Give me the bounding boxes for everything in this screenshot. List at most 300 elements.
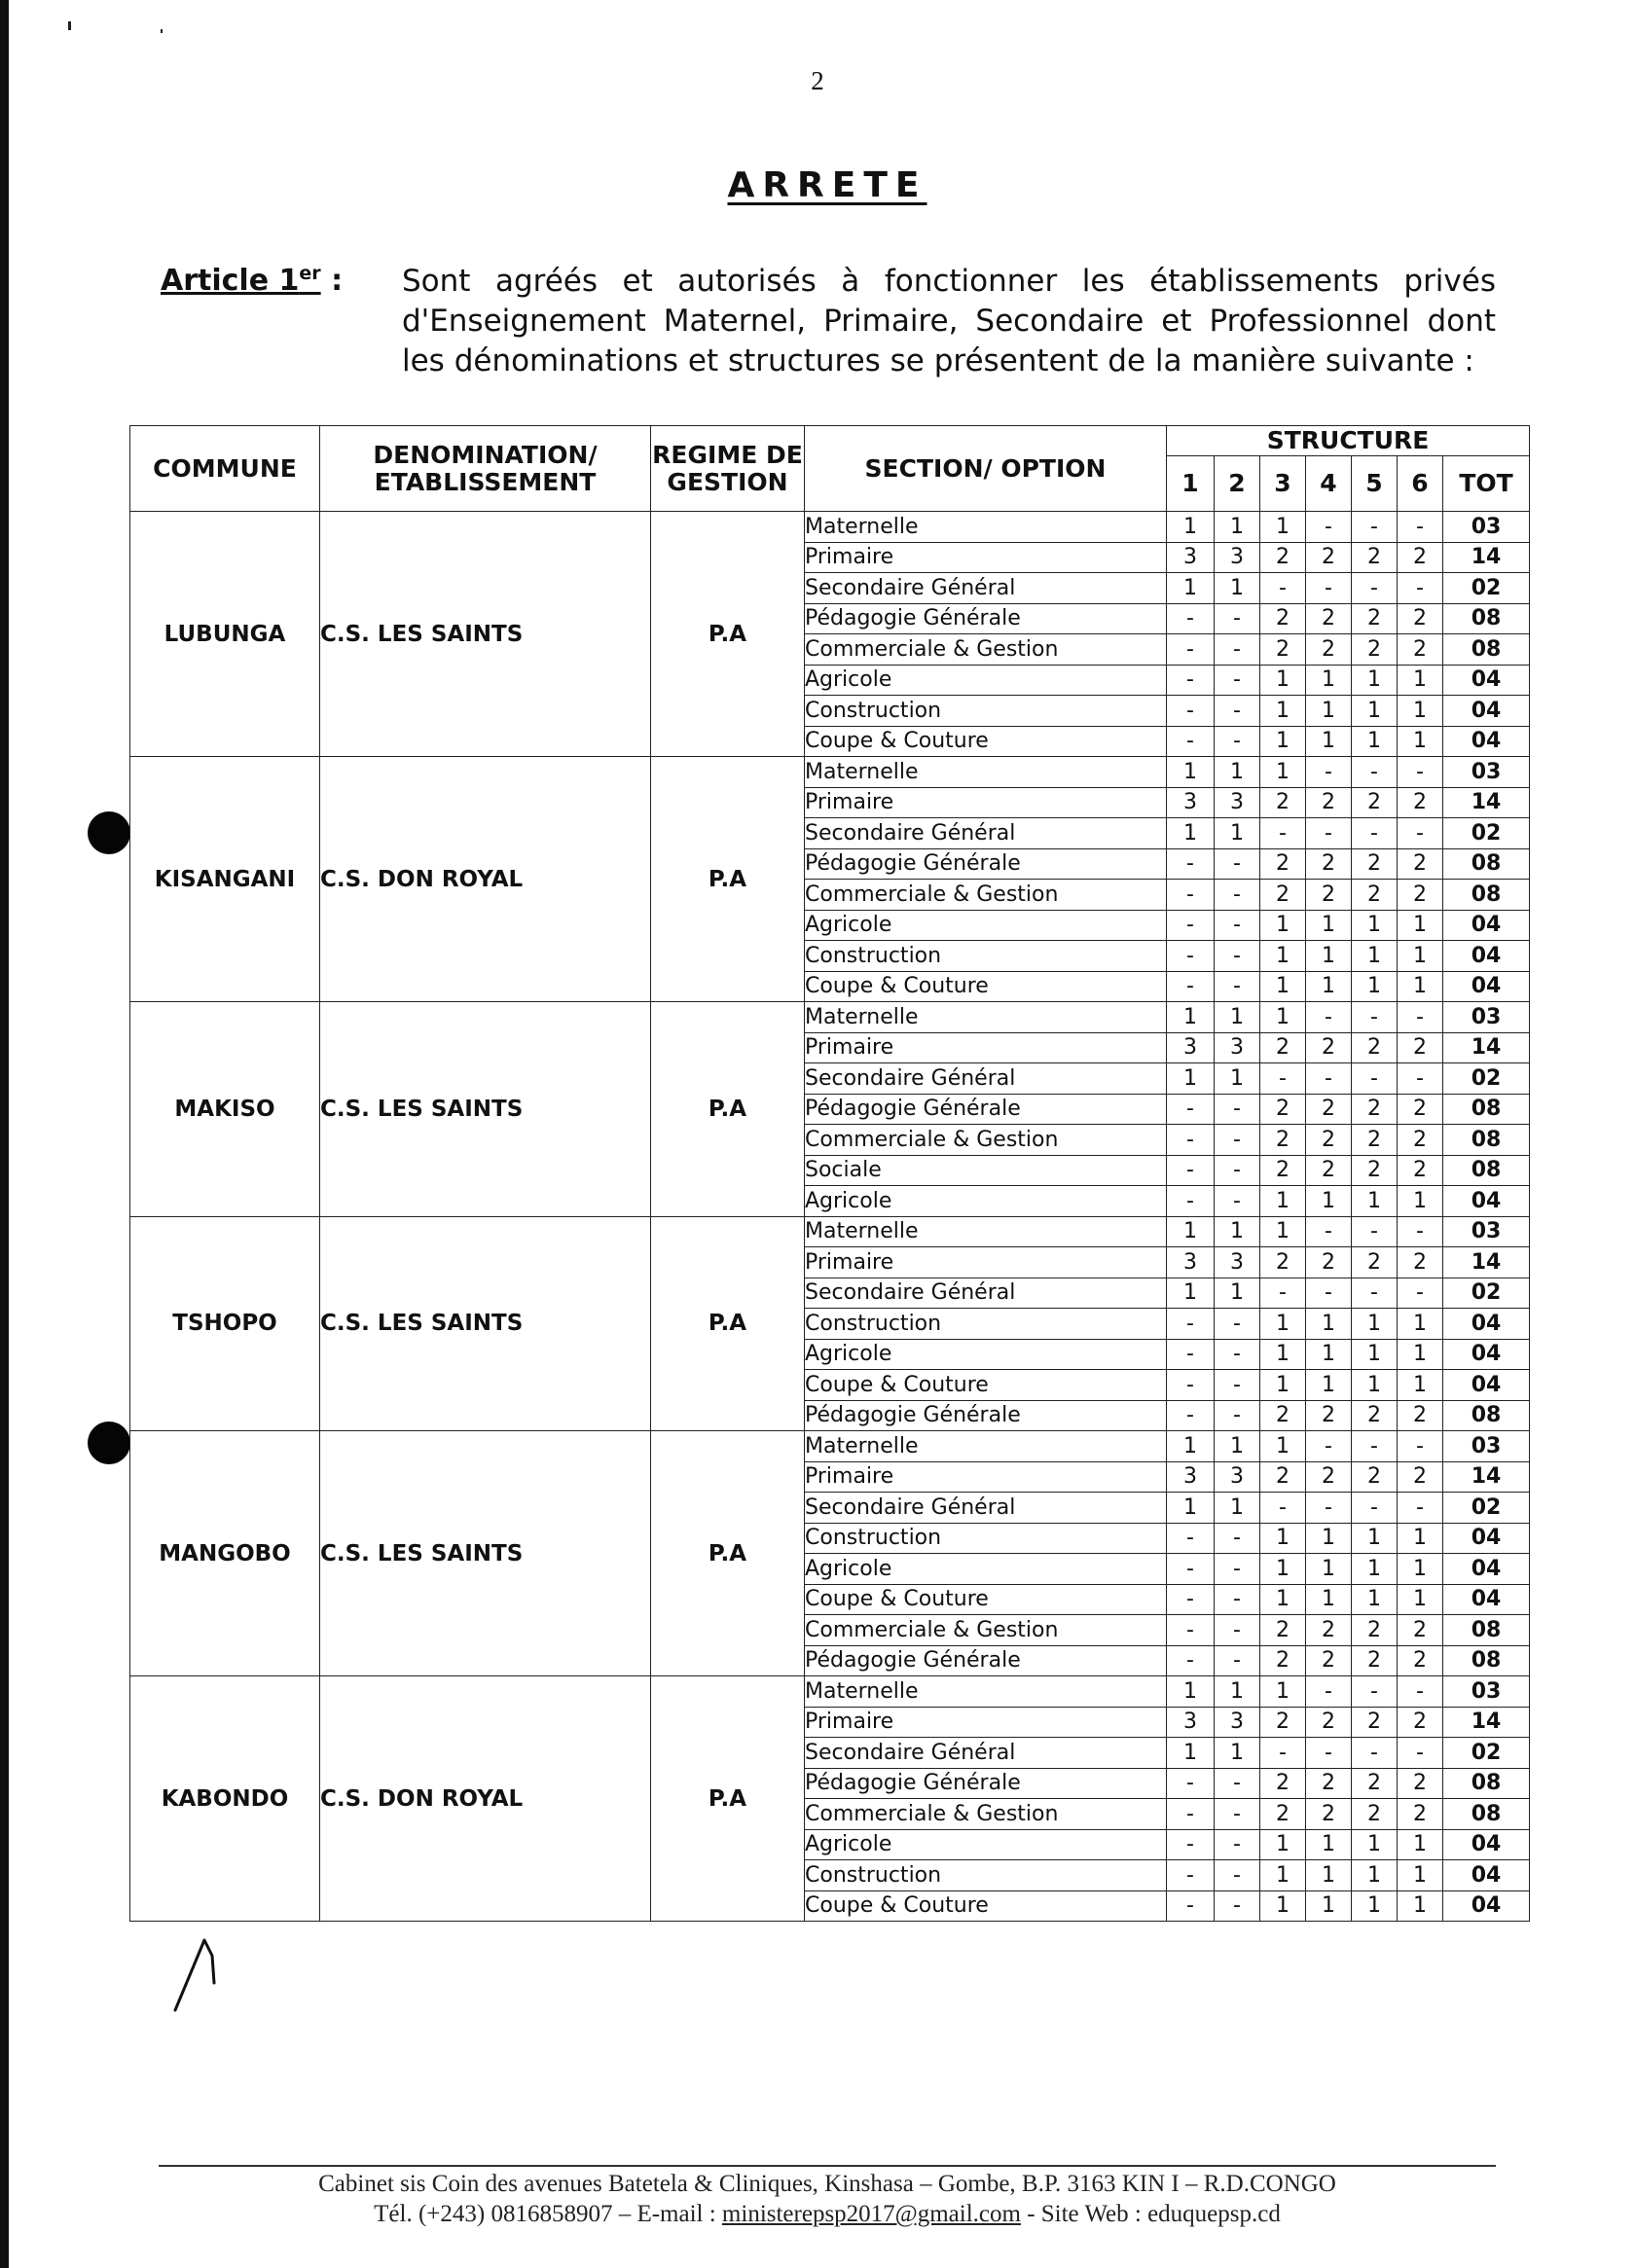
level-4-cell: 1 [1306,1829,1352,1860]
level-2-cell: 3 [1215,1707,1260,1738]
level-2-cell: - [1215,1186,1260,1217]
total-cell: 02 [1443,1278,1530,1309]
level-2-cell: - [1215,726,1260,757]
section-option-cell: Primaire [805,1032,1167,1063]
total-cell: 14 [1443,1461,1530,1493]
section-option-cell: Commerciale & Gestion [805,880,1167,911]
level-2-cell: 1 [1215,1063,1260,1095]
level-5-cell: - [1352,1278,1398,1309]
level-4-cell: 1 [1306,910,1352,941]
scan-speck [68,21,71,30]
header-level-2: 2 [1215,456,1260,512]
level-4-cell: 1 [1306,1370,1352,1401]
commune-cell: TSHOPO [130,1216,320,1431]
level-5-cell: 1 [1352,1186,1398,1217]
section-option-cell: Coupe & Couture [805,1370,1167,1401]
level-5-cell: 1 [1352,1584,1398,1615]
level-2-cell: - [1215,1094,1260,1125]
level-5-cell: 2 [1352,1615,1398,1646]
section-option-cell: Secondaire Général [805,1738,1167,1769]
level-4-cell: 2 [1306,1094,1352,1125]
level-3-cell: 1 [1260,512,1306,543]
total-cell: 04 [1443,1554,1530,1585]
section-option-cell: Coupe & Couture [805,971,1167,1002]
scan-speck [161,29,163,33]
level-6-cell: 1 [1398,971,1443,1002]
level-1-cell: - [1167,1339,1215,1370]
level-4-cell: 1 [1306,1339,1352,1370]
total-cell: 04 [1443,941,1530,972]
article-label-sup: er [299,263,321,284]
level-4-cell: 2 [1306,1707,1352,1738]
level-4-cell: - [1306,1063,1352,1095]
total-cell: 08 [1443,1155,1530,1186]
regime-cell: P.A [651,1431,805,1676]
level-6-cell: 2 [1398,1032,1443,1063]
level-6-cell: - [1398,512,1443,543]
section-option-cell: Maternelle [805,1002,1167,1033]
total-cell: 04 [1443,1890,1530,1922]
level-4-cell: 1 [1306,665,1352,696]
level-1-cell: - [1167,1768,1215,1799]
level-5-cell: 1 [1352,910,1398,941]
total-cell: 08 [1443,848,1530,880]
level-5-cell: 1 [1352,1523,1398,1554]
level-1-cell: 3 [1167,1461,1215,1493]
level-3-cell: 2 [1260,1615,1306,1646]
commune-cell: KABONDO [130,1676,320,1922]
level-5-cell: 1 [1352,696,1398,727]
level-5-cell: 1 [1352,1309,1398,1340]
level-4-cell: 2 [1306,1155,1352,1186]
total-cell: 04 [1443,726,1530,757]
total-cell: 08 [1443,1615,1530,1646]
level-3-cell: 2 [1260,848,1306,880]
level-5-cell: 1 [1352,726,1398,757]
level-1-cell: 3 [1167,542,1215,573]
regime-cell: P.A [651,512,805,757]
level-2-cell: 1 [1215,757,1260,788]
level-5-cell: - [1352,818,1398,849]
level-1-cell: - [1167,1125,1215,1156]
level-5-cell: - [1352,1063,1398,1095]
level-3-cell: 1 [1260,696,1306,727]
level-6-cell: 2 [1398,1155,1443,1186]
level-4-cell: 2 [1306,1400,1352,1431]
level-5-cell: 1 [1352,1829,1398,1860]
level-5-cell: 1 [1352,941,1398,972]
level-3-cell: 2 [1260,1125,1306,1156]
level-3-cell: 1 [1260,941,1306,972]
level-1-cell: - [1167,1094,1215,1125]
footer-website: - Site Web : eduquepsp.cd [1020,2201,1281,2227]
level-5-cell: - [1352,573,1398,604]
level-3-cell: 1 [1260,1216,1306,1247]
level-4-cell: 2 [1306,1768,1352,1799]
level-5-cell: 2 [1352,542,1398,573]
footer-contact [0,2201,1635,2228]
level-1-cell: - [1167,1370,1215,1401]
level-4-cell: - [1306,1738,1352,1769]
level-3-cell: 2 [1260,542,1306,573]
level-1-cell: 3 [1167,787,1215,818]
level-3-cell: 2 [1260,634,1306,666]
level-2-cell: 1 [1215,1278,1260,1309]
level-2-cell: 3 [1215,1032,1260,1063]
punch-hole-icon [88,1422,130,1464]
header-level-4: 4 [1306,456,1352,512]
level-3-cell: - [1260,1738,1306,1769]
footer-phone: Tél. (+243) 0816858907 – E-mail : [374,2201,722,2227]
section-option-cell: Agricole [805,1554,1167,1585]
section-option-cell: Maternelle [805,757,1167,788]
level-2-cell: - [1215,603,1260,634]
level-1-cell: - [1167,848,1215,880]
level-3-cell: 1 [1260,1186,1306,1217]
section-option-cell: Construction [805,1860,1167,1891]
header-total: TOT [1443,456,1530,512]
section-option-cell: Pédagogie Générale [805,1645,1167,1676]
total-cell: 14 [1443,787,1530,818]
level-2-cell: - [1215,1615,1260,1646]
level-2-cell: 1 [1215,1676,1260,1708]
level-5-cell: 1 [1352,1860,1398,1891]
level-5-cell: 1 [1352,1554,1398,1585]
level-4-cell: 1 [1306,1860,1352,1891]
level-4-cell: - [1306,1493,1352,1524]
level-4-cell: 2 [1306,880,1352,911]
establishment-cell: C.S. DON ROYAL [320,1676,651,1922]
commune-cell: KISANGANI [130,757,320,1002]
level-3-cell: 2 [1260,1032,1306,1063]
section-option-cell: Agricole [805,1829,1167,1860]
section-option-cell: Sociale [805,1155,1167,1186]
level-6-cell: 2 [1398,1615,1443,1646]
section-option-cell: Maternelle [805,1216,1167,1247]
level-1-cell: - [1167,1584,1215,1615]
signature-mark-icon [164,1926,232,2014]
level-5-cell: 2 [1352,1645,1398,1676]
level-4-cell: 1 [1306,1584,1352,1615]
level-5-cell: 2 [1352,1768,1398,1799]
level-1-cell: - [1167,634,1215,666]
level-4-cell: 2 [1306,1125,1352,1156]
header-level-6: 6 [1398,456,1443,512]
level-1-cell: - [1167,1186,1215,1217]
level-4-cell: 1 [1306,726,1352,757]
level-1-cell: 3 [1167,1247,1215,1278]
total-cell: 14 [1443,1247,1530,1278]
level-6-cell: - [1398,1676,1443,1708]
section-option-cell: Commerciale & Gestion [805,1615,1167,1646]
level-1-cell: - [1167,1890,1215,1922]
level-4-cell: 2 [1306,542,1352,573]
total-cell: 04 [1443,971,1530,1002]
level-6-cell: 2 [1398,1094,1443,1125]
level-2-cell: - [1215,848,1260,880]
level-5-cell: 2 [1352,1799,1398,1830]
level-6-cell: 1 [1398,1370,1443,1401]
level-4-cell: 2 [1306,603,1352,634]
section-option-cell: Maternelle [805,512,1167,543]
establishment-cell: C.S. LES SAINTS [320,512,651,757]
level-2-cell: - [1215,1829,1260,1860]
level-6-cell: 1 [1398,1829,1443,1860]
header-commune: COMMUNE [130,426,320,512]
level-6-cell: 1 [1398,1584,1443,1615]
section-option-cell: Pédagogie Générale [805,603,1167,634]
header-regime: REGIME DE GESTION [651,426,805,512]
level-5-cell: - [1352,1493,1398,1524]
level-3-cell: 2 [1260,1247,1306,1278]
level-5-cell: 2 [1352,1094,1398,1125]
level-2-cell: - [1215,1799,1260,1830]
level-3-cell: 2 [1260,1799,1306,1830]
level-5-cell: - [1352,757,1398,788]
level-5-cell: 2 [1352,1400,1398,1431]
level-5-cell: - [1352,1431,1398,1462]
level-5-cell: - [1352,1738,1398,1769]
level-4-cell: 2 [1306,1247,1352,1278]
total-cell: 08 [1443,1125,1530,1156]
level-2-cell: 1 [1215,1493,1260,1524]
level-5-cell: 1 [1352,971,1398,1002]
total-cell: 04 [1443,1186,1530,1217]
level-1-cell: - [1167,603,1215,634]
level-6-cell: - [1398,1431,1443,1462]
section-option-cell: Construction [805,1523,1167,1554]
section-option-cell: Primaire [805,542,1167,573]
level-6-cell: 1 [1398,1339,1443,1370]
table-row [130,1002,1530,1033]
level-2-cell: - [1215,1584,1260,1615]
level-1-cell: 1 [1167,1063,1215,1095]
section-option-cell: Secondaire Général [805,1278,1167,1309]
level-2-cell: - [1215,1400,1260,1431]
level-1-cell: 3 [1167,1032,1215,1063]
section-option-cell: Primaire [805,787,1167,818]
level-6-cell: 1 [1398,726,1443,757]
level-2-cell: 1 [1215,1002,1260,1033]
total-cell: 08 [1443,603,1530,634]
regime-cell: P.A [651,1676,805,1922]
total-cell: 02 [1443,818,1530,849]
level-1-cell: - [1167,1799,1215,1830]
total-cell: 14 [1443,1707,1530,1738]
level-4-cell: - [1306,818,1352,849]
level-2-cell: - [1215,696,1260,727]
level-2-cell: - [1215,1523,1260,1554]
level-4-cell: - [1306,1216,1352,1247]
level-3-cell: - [1260,1493,1306,1524]
level-1-cell: - [1167,1615,1215,1646]
total-cell: 02 [1443,1738,1530,1769]
level-2-cell: 1 [1215,1431,1260,1462]
level-6-cell: - [1398,757,1443,788]
level-4-cell: 1 [1306,696,1352,727]
level-3-cell: 2 [1260,787,1306,818]
total-cell: 08 [1443,1645,1530,1676]
level-4-cell: 1 [1306,1186,1352,1217]
level-2-cell: - [1215,665,1260,696]
level-2-cell: 3 [1215,787,1260,818]
header-structure: STRUCTURE [1167,426,1530,456]
level-3-cell: 1 [1260,1890,1306,1922]
total-cell: 04 [1443,1584,1530,1615]
level-1-cell: - [1167,910,1215,941]
level-3-cell: 1 [1260,1431,1306,1462]
level-6-cell: 1 [1398,1890,1443,1922]
header-denomination: DENOMINATION/ ETABLISSEMENT [320,426,651,512]
commune-cell: LUBUNGA [130,512,320,757]
level-1-cell: 1 [1167,573,1215,604]
level-6-cell: 2 [1398,1125,1443,1156]
article-label-colon: : [320,264,344,298]
section-option-cell: Secondaire Général [805,1493,1167,1524]
level-4-cell: 2 [1306,1645,1352,1676]
total-cell: 03 [1443,512,1530,543]
level-3-cell: 2 [1260,1155,1306,1186]
level-5-cell: - [1352,1676,1398,1708]
level-3-cell: 2 [1260,603,1306,634]
level-4-cell: - [1306,1278,1352,1309]
level-6-cell: 2 [1398,848,1443,880]
page-number: 2 [811,66,824,95]
level-1-cell: - [1167,1860,1215,1891]
table-row [130,512,1530,543]
level-4-cell: 2 [1306,1032,1352,1063]
level-6-cell: 2 [1398,634,1443,666]
level-3-cell: 1 [1260,1002,1306,1033]
section-option-cell: Coupe & Couture [805,726,1167,757]
level-4-cell: - [1306,512,1352,543]
level-3-cell: 1 [1260,1860,1306,1891]
total-cell: 04 [1443,1339,1530,1370]
level-4-cell: - [1306,1431,1352,1462]
level-1-cell: 1 [1167,1216,1215,1247]
level-4-cell: 2 [1306,1799,1352,1830]
establishment-cell: C.S. LES SAINTS [320,1216,651,1431]
level-2-cell: - [1215,1768,1260,1799]
level-6-cell: 2 [1398,603,1443,634]
section-option-cell: Agricole [805,1339,1167,1370]
level-6-cell: - [1398,1002,1443,1033]
table-header-row [130,426,1530,456]
level-1-cell: - [1167,880,1215,911]
level-3-cell: 1 [1260,1584,1306,1615]
level-4-cell: 1 [1306,1554,1352,1585]
level-3-cell: 1 [1260,1309,1306,1340]
table-body [130,512,1530,1922]
total-cell: 08 [1443,1799,1530,1830]
total-cell: 02 [1443,1493,1530,1524]
total-cell: 14 [1443,542,1530,573]
section-option-cell: Pédagogie Générale [805,1768,1167,1799]
level-4-cell: 1 [1306,1890,1352,1922]
level-6-cell: - [1398,818,1443,849]
level-6-cell: - [1398,1216,1443,1247]
level-5-cell: 2 [1352,848,1398,880]
level-3-cell: 1 [1260,726,1306,757]
table-row [130,1216,1530,1247]
total-cell: 14 [1443,1032,1530,1063]
level-5-cell: - [1352,1216,1398,1247]
regime-cell: P.A [651,1216,805,1431]
level-2-cell: 1 [1215,1216,1260,1247]
level-1-cell: 1 [1167,1493,1215,1524]
level-2-cell: - [1215,1890,1260,1922]
level-5-cell: 2 [1352,1155,1398,1186]
article-text: Sont agréés et autorisés à fonctionner les établissements privés d'Enseignement Maternel, Primaire, Secondaire et Professionnel dont les dénominations et structures se présentent de la manière suivante : [402,264,1496,378]
level-3-cell: 2 [1260,1094,1306,1125]
level-4-cell: 1 [1306,941,1352,972]
level-2-cell: 1 [1215,573,1260,604]
total-cell: 04 [1443,1309,1530,1340]
footer-email-link[interactable]: ministerepsp2017@gmail.com [721,2201,1021,2227]
level-2-cell: 3 [1215,1461,1260,1493]
level-6-cell: 2 [1398,1645,1443,1676]
level-3-cell: - [1260,1278,1306,1309]
level-4-cell: - [1306,1002,1352,1033]
section-option-cell: Commerciale & Gestion [805,1799,1167,1830]
level-1-cell: - [1167,1829,1215,1860]
level-4-cell: - [1306,757,1352,788]
level-2-cell: - [1215,880,1260,911]
header-level-3: 3 [1260,456,1306,512]
total-cell: 03 [1443,1002,1530,1033]
regime-cell: P.A [651,1002,805,1217]
level-1-cell: - [1167,1400,1215,1431]
table-row [130,1676,1530,1708]
level-4-cell: 2 [1306,848,1352,880]
punch-hole-icon [88,811,130,854]
total-cell: 04 [1443,1370,1530,1401]
section-option-cell: Pédagogie Générale [805,848,1167,880]
level-4-cell: 1 [1306,1309,1352,1340]
level-5-cell: 2 [1352,787,1398,818]
level-2-cell: - [1215,1125,1260,1156]
level-4-cell: 2 [1306,1615,1352,1646]
total-cell: 08 [1443,1094,1530,1125]
section-option-cell: Agricole [805,665,1167,696]
level-3-cell: - [1260,573,1306,604]
level-5-cell: - [1352,512,1398,543]
level-3-cell: 1 [1260,910,1306,941]
article-label-text: Article 1 [161,264,300,298]
level-2-cell: - [1215,1155,1260,1186]
level-6-cell: - [1398,573,1443,604]
level-1-cell: - [1167,1309,1215,1340]
level-6-cell: - [1398,1738,1443,1769]
level-2-cell: 3 [1215,1247,1260,1278]
level-3-cell: 1 [1260,1676,1306,1708]
section-option-cell: Agricole [805,910,1167,941]
total-cell: 04 [1443,910,1530,941]
level-1-cell: 1 [1167,818,1215,849]
level-1-cell: 1 [1167,1431,1215,1462]
level-3-cell: 1 [1260,1523,1306,1554]
total-cell: 08 [1443,880,1530,911]
level-1-cell: - [1167,971,1215,1002]
level-2-cell: - [1215,634,1260,666]
level-4-cell: 1 [1306,1523,1352,1554]
level-1-cell: - [1167,1155,1215,1186]
level-6-cell: - [1398,1063,1443,1095]
level-2-cell: - [1215,1860,1260,1891]
level-6-cell: 1 [1398,1309,1443,1340]
level-5-cell: 2 [1352,1461,1398,1493]
level-3-cell: 1 [1260,665,1306,696]
